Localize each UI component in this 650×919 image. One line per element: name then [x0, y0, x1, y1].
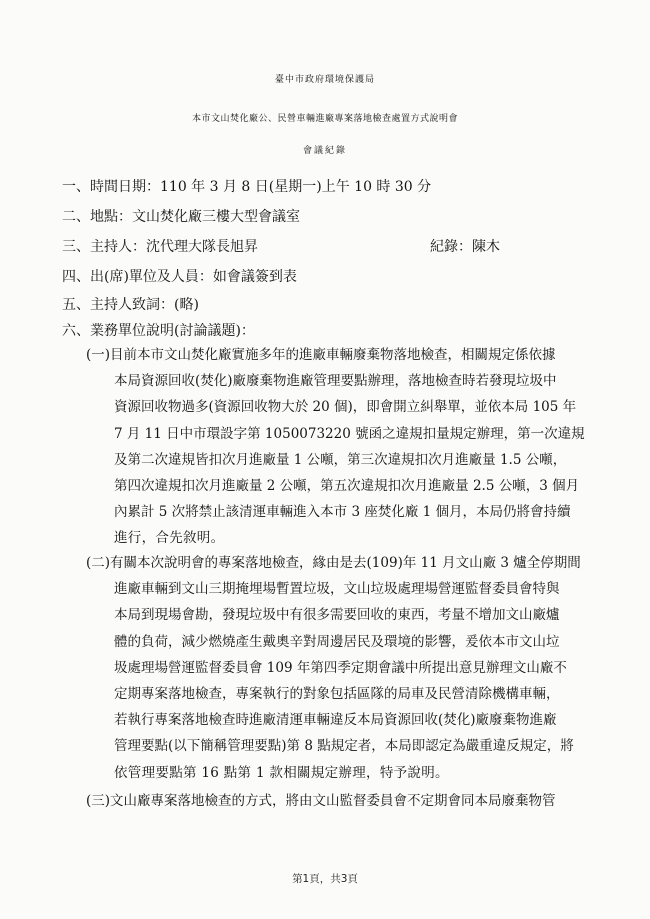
section-2-line: 管理要點(以下簡稱管理要點)第 8 點規定者，本局即認定為嚴重違反規定，將	[114, 738, 574, 755]
section-1-line: 本局資源回收(焚化)廠廢棄物進廠管理要點辦理，落地檢查時若發現垃圾中	[114, 373, 557, 390]
section-2-line: 體的負荷，減少燃燒產生戴奧辛對周邊居民及環境的影響，爰依本市文山垃	[114, 633, 560, 650]
item-attendees: 四、出(席)單位及人員：如會議簽到表	[62, 269, 297, 285]
document-subtitle: 會議紀錄	[302, 146, 347, 156]
item-time: 一、時間日期：110 年 3 月 8 日(星期一)上午 10 時 30 分	[62, 179, 432, 195]
section-2-line: 依管理要點第 16 點第 1 款相關規定辦理，特予說明。	[114, 764, 449, 781]
item-location: 二、地點：文山焚化廠三樓大型會議室	[62, 209, 300, 225]
section-2-line: 進廠車輛到文山三期掩埋場暫置垃圾，文山垃圾處理場營運監督委員會特與	[114, 581, 560, 598]
section-2-line: 定期專案落地檢查，專案執行的對象包括區隊的局車及民營清除機構車輛，	[114, 685, 560, 702]
section-2-line: 若執行專案落地檢查時進廠清運車輛違反本局資源回收(焚化)廠廢棄物進廠	[114, 712, 557, 729]
item-host: 三、主持人：沈代理大隊長旭昇	[62, 239, 258, 255]
section-3	[86, 788, 610, 814]
item-remarks: 五、主持人致詞：(略)	[62, 297, 199, 313]
section-2-line: 圾處理場營運監督委員會 109 年第四季定期會議中所提出意見辦理文山廠不	[114, 659, 567, 676]
item-recorder: 紀錄：陳木	[430, 239, 500, 255]
section-3-line: (三)文山廠專案落地檢查的方式，將由文山監督委員會不定期會同本局廢棄物管	[86, 793, 556, 809]
page-footer: 第1頁，共3頁	[292, 873, 358, 885]
organization-name: 臺中市政府環境保護局	[274, 75, 375, 85]
section-2	[86, 550, 610, 786]
section-1-line: 第四次違規扣次月進廠量 2 公噸，第五次違規扣次月進廠量 2.5 公噸，3 個月	[114, 477, 580, 494]
section-2-line: (二)有關本次說明會的專案落地檢查，緣由是去(109)年 11 月文山廠 3 爐全停期間	[86, 555, 581, 571]
section-1-line: (一)目前本市文山焚化廠實施多年的進廠車輛廢棄物落地檢查，相關規定係依據	[86, 347, 556, 363]
section-1-line: 進行，合先敘明。	[114, 530, 225, 547]
section-1	[86, 342, 610, 552]
section-2-line: 本局到現場會勘，發現垃圾中有很多需要回收的東西，考量不增加文山廠爐	[114, 607, 560, 624]
section-1-line: 及第二次違規皆扣次月進廠量 1 公噸，第三次違規扣次月進廠量 1.5 公噸，	[114, 451, 567, 468]
document-title: 本市文山焚化廠公、民營車輛進廠專案落地檢查處置方式說明會	[191, 114, 458, 124]
section-1-line: 資源回收物過多(資源回收物大於 20 個)，即會開立糾舉單，並依本局 105 年	[114, 399, 577, 416]
item-business: 六、業務單位說明(討論議題)：	[62, 323, 255, 339]
section-1-line: 7 月 11 日中市環設字第 1050073220 號函之違規扣量規定辦理，第一次違規	[114, 425, 585, 442]
section-1-line: 內累計 5 次將禁止該清運車輛進入本市 3 座焚化廠 1 個月，本局仍將會持續	[114, 504, 571, 521]
